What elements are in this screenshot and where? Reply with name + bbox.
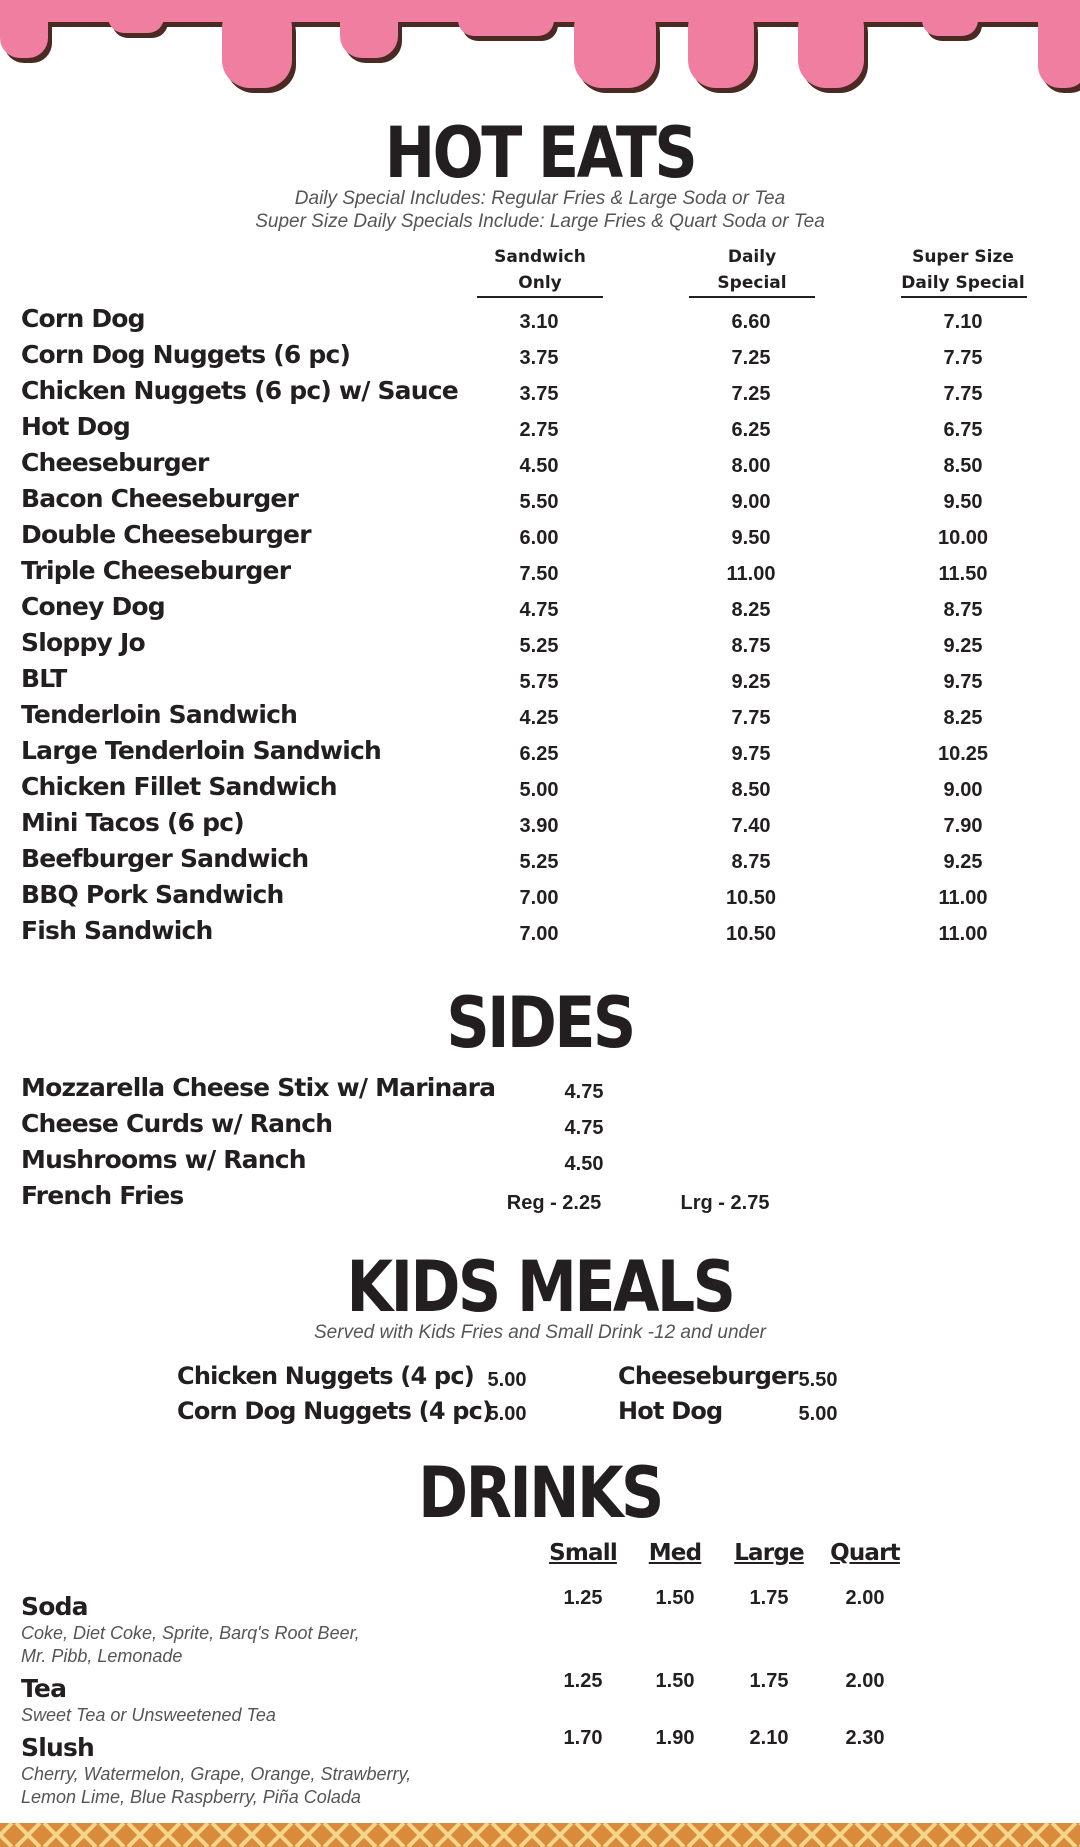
kids-item-name: Chicken Nuggets (4 pc): [177, 1362, 474, 1390]
hot-eats-note-line2: Super Size Daily Specials Include: Large Fries & Quart Soda or Tea: [255, 211, 825, 232]
menu-item-name: Beefburger Sandwich: [21, 844, 309, 873]
drink-price-small: 1.70: [563, 1727, 603, 1749]
price-super-size: 11.00: [938, 887, 988, 909]
menu-item-name: Hot Dog: [21, 412, 130, 441]
drink-size-header-quart: Quart: [830, 1540, 900, 1566]
price-sandwich-only: 3.90: [519, 815, 559, 837]
kids-item-name: Hot Dog: [618, 1397, 723, 1425]
menu-item-name: Bacon Cheeseburger: [21, 484, 299, 513]
price-daily-special: 9.25: [731, 671, 771, 693]
price-super-size: 10.25: [937, 743, 989, 765]
kids-meals-note: Served with Kids Fries and Small Drink -12 and under: [314, 1322, 766, 1343]
price-super-size: 11.00: [938, 923, 988, 945]
price-super-size: 8.75: [943, 599, 983, 621]
column-header-line: Super Size: [912, 247, 1014, 267]
menu-item-name: Triple Cheeseburger: [21, 556, 291, 585]
price-sandwich-only: 5.00: [519, 779, 559, 801]
price-daily-special: 8.75: [731, 635, 771, 657]
drink-price-large: 1.75: [749, 1587, 789, 1609]
price-daily-special: 6.60: [731, 311, 771, 333]
french-fries-regular-price: Reg - 2.25: [506, 1192, 602, 1214]
menu-item-name: Mini Tacos (6 pc): [21, 808, 244, 837]
drink-size-header-large: Large: [734, 1540, 804, 1566]
side-item-name: Cheese Curds w/ Ranch: [21, 1109, 333, 1138]
drink-description: Lemon Lime, Blue Raspberry, Piña Colada: [21, 1787, 361, 1807]
menu-item-name: Large Tenderloin Sandwich: [21, 736, 382, 765]
column-header-rule: [477, 296, 603, 298]
price-daily-special: 8.25: [731, 599, 771, 621]
kids-item-name: Corn Dog Nuggets (4 pc): [177, 1397, 493, 1425]
kids-item-price: 5.00: [487, 1369, 527, 1391]
price-sandwich-only: 5.75: [519, 671, 559, 693]
drink-price-small: 1.25: [563, 1587, 603, 1609]
side-item-price: 4.75: [564, 1081, 604, 1103]
price-sandwich-only: 4.50: [519, 455, 559, 477]
drink-price-small: 1.25: [563, 1670, 603, 1692]
price-sandwich-only: 2.75: [519, 419, 559, 441]
price-sandwich-only: 3.75: [519, 347, 559, 369]
drink-description: Coke, Diet Coke, Sprite, Barq's Root Beer,: [21, 1623, 360, 1643]
side-item-price: 4.50: [564, 1153, 604, 1175]
column-header-daily-special: [682, 244, 822, 296]
price-daily-special: 9.00: [731, 491, 771, 513]
hot-eats-note-line1: Daily Special Includes: Regular Fries & Large Soda or Tea: [294, 188, 786, 209]
menu-item-name: Coney Dog: [21, 592, 165, 621]
menu-item-name: Chicken Fillet Sandwich: [21, 772, 337, 801]
kids-item-price: 5.00: [798, 1403, 838, 1425]
drinks-title: DRINKS: [418, 1452, 662, 1534]
side-item-name: Mushrooms w/ Ranch: [21, 1145, 306, 1174]
drink-item-name-slush: Slush: [21, 1733, 95, 1762]
price-sandwich-only: 7.00: [519, 923, 559, 945]
kids-item-price: 5.50: [798, 1369, 838, 1391]
drink-description: Cherry, Watermelon, Grape, Orange, Strawberry,: [21, 1764, 412, 1784]
menu-item-name: Chicken Nuggets (6 pc) w/ Sauce: [21, 376, 458, 405]
price-super-size: 7.75: [943, 347, 983, 369]
drink-size-header-med: Med: [648, 1540, 702, 1566]
drink-price-quart: 2.30: [845, 1727, 885, 1749]
price-sandwich-only: 6.25: [519, 743, 559, 765]
drink-price-large: 1.75: [749, 1670, 789, 1692]
price-super-size: 11.50: [938, 563, 988, 585]
menu-item-name: BBQ Pork Sandwich: [21, 880, 284, 909]
drink-description: Mr. Pibb, Lemonade: [21, 1646, 183, 1666]
price-super-size: 9.75: [943, 671, 983, 693]
column-header-sandwich-only: [470, 244, 610, 296]
menu-item-name: Corn Dog: [21, 304, 145, 333]
drink-price-med: 1.90: [655, 1727, 695, 1749]
menu-item-name: Corn Dog Nuggets (6 pc): [21, 340, 351, 369]
price-sandwich-only: 5.50: [519, 491, 559, 513]
price-daily-special: 8.75: [731, 851, 771, 873]
price-sandwich-only: 7.50: [519, 563, 559, 585]
side-item-name: Mozzarella Cheese Stix w/ Marinara: [21, 1073, 496, 1102]
price-super-size: 9.25: [943, 851, 983, 873]
drink-price-large: 2.10: [749, 1727, 789, 1749]
price-daily-special: 10.50: [725, 923, 777, 945]
price-daily-special: 7.75: [731, 707, 771, 729]
drink-item-name-tea: Tea: [21, 1674, 67, 1703]
price-daily-special: 7.25: [731, 347, 771, 369]
price-daily-special: 11.00: [726, 563, 776, 585]
drink-item-name-soda: Soda: [21, 1592, 88, 1621]
price-sandwich-only: 5.25: [519, 635, 559, 657]
drink-price-quart: 2.00: [845, 1670, 885, 1692]
side-item-name-french-fries: French Fries: [21, 1181, 184, 1210]
price-sandwich-only: 7.00: [519, 887, 559, 909]
price-super-size: 9.25: [943, 635, 983, 657]
drink-price-med: 1.50: [655, 1670, 695, 1692]
price-daily-special: 7.25: [731, 383, 771, 405]
price-daily-special: 9.75: [731, 743, 771, 765]
column-header-rule: [901, 296, 1027, 298]
column-header-line: Sandwich: [494, 247, 586, 267]
menu-item-name: BLT: [21, 664, 67, 693]
drink-size-header-small: Small: [549, 1540, 617, 1566]
hot-eats-title: HOT EATS: [384, 112, 696, 194]
menu-item-name: Sloppy Jo: [21, 628, 145, 657]
drink-price-quart: 2.00: [845, 1587, 885, 1609]
menu-item-name: Fish Sandwich: [21, 916, 213, 945]
side-item-price: 4.75: [564, 1117, 604, 1139]
price-sandwich-only: 4.25: [519, 707, 559, 729]
price-daily-special: 8.00: [731, 455, 771, 477]
menu-item-name: Double Cheeseburger: [21, 520, 311, 549]
drink-description: Sweet Tea or Unsweetened Tea: [21, 1705, 276, 1725]
price-super-size: 6.75: [943, 419, 983, 441]
column-header-line: Special: [717, 273, 787, 293]
price-super-size: 7.10: [943, 311, 983, 333]
column-header-line: Only: [518, 273, 562, 293]
price-daily-special: 9.50: [731, 527, 771, 549]
price-daily-special: 8.50: [731, 779, 771, 801]
price-super-size: 10.00: [937, 527, 989, 549]
column-header-line: Daily: [727, 247, 777, 267]
price-daily-special: 7.40: [731, 815, 771, 837]
price-super-size: 7.75: [943, 383, 983, 405]
column-header-super-size: [893, 244, 1033, 296]
price-super-size: 7.90: [943, 815, 983, 837]
price-sandwich-only: 6.00: [519, 527, 559, 549]
price-super-size: 8.25: [943, 707, 983, 729]
kids-item-price: 5.00: [487, 1403, 527, 1425]
kids-item-name: Cheeseburger: [618, 1362, 798, 1390]
price-sandwich-only: 5.25: [519, 851, 559, 873]
price-sandwich-only: 4.75: [519, 599, 559, 621]
column-header-line: Daily Special: [901, 273, 1025, 293]
price-super-size: 9.50: [943, 491, 983, 513]
price-sandwich-only: 3.10: [519, 311, 559, 333]
column-header-rule: [689, 296, 815, 298]
price-super-size: 9.00: [943, 779, 983, 801]
drink-price-med: 1.50: [655, 1587, 695, 1609]
waffle-cone-border-icon: [0, 1823, 1080, 1847]
price-daily-special: 6.25: [731, 419, 771, 441]
pink-drip-border-icon: [0, 0, 1080, 110]
sides-title: SIDES: [446, 982, 634, 1064]
menu-item-name: Tenderloin Sandwich: [21, 700, 298, 729]
price-super-size: 8.50: [943, 455, 983, 477]
kids-meals-title: KIDS MEALS: [346, 1246, 734, 1328]
french-fries-large-price: Lrg - 2.75: [680, 1192, 770, 1214]
price-sandwich-only: 3.75: [519, 383, 559, 405]
menu-item-name: Cheeseburger: [21, 448, 209, 477]
price-daily-special: 10.50: [725, 887, 777, 909]
